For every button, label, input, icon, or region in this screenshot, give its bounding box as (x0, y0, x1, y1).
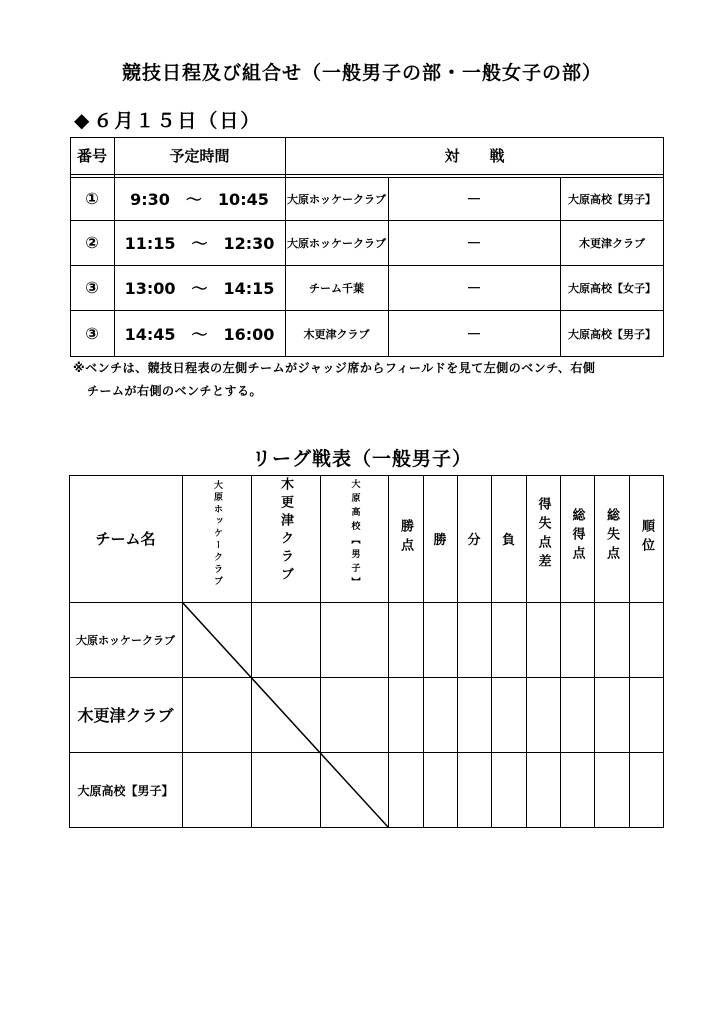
note-line-2: チームが右側のベンチとする。 (87, 384, 263, 398)
row-right-team: 大原高校【男子】 (568, 192, 656, 206)
row-number: ① (85, 189, 99, 208)
stat-header (388, 475, 423, 602)
header-match: 対 戦 (444, 147, 505, 165)
stat-label: 順位 (639, 519, 654, 557)
row-left-team: チーム千葉 (309, 281, 364, 295)
row-vs: － (466, 190, 482, 208)
stat-header (594, 475, 629, 602)
stat-header (423, 475, 457, 602)
col-team-header (182, 475, 251, 602)
stat-label: 勝 (433, 533, 447, 548)
stat-label: 分 (467, 533, 481, 548)
team-name-header: チーム名 (95, 530, 156, 548)
row-team-name: 大原ホッケークラブ (76, 633, 175, 647)
row-vs: － (466, 325, 482, 343)
stat-label: 総失点 (604, 508, 619, 565)
row-team-name: 木更津クラブ (77, 706, 174, 725)
header-time: 予定時間 (169, 147, 230, 165)
row-vs: － (466, 279, 482, 297)
col-team-label: 大原高校【男子】 (349, 479, 360, 591)
row-team-name: 大原高校【男子】 (77, 783, 174, 798)
row-vs: － (466, 234, 482, 252)
table-divider (70, 174, 664, 175)
stat-header (560, 475, 594, 602)
diagonal-line (182, 602, 389, 828)
row-left-team: 大原ホッケークラブ (287, 236, 386, 250)
date-label: ６月１５日（日） (93, 110, 262, 132)
row-right-team: 木更津クラブ (579, 236, 645, 250)
page-title: 競技日程及び組合せ（一般男子の部・一般女子の部） (121, 62, 602, 84)
col-team-label: 大原ホッケークラブ (212, 480, 222, 588)
stat-header (457, 475, 491, 602)
row-right-team: 大原高校【男子】 (568, 327, 656, 341)
stat-label: 勝点 (398, 519, 413, 557)
row-time: 13:00 ～ 14:15 (124, 279, 275, 298)
row-time: 9:30 ～ 10:45 (130, 190, 269, 209)
diamond-icon: ◆ (74, 108, 92, 132)
row-number: ② (85, 233, 99, 252)
header-number: 番号 (76, 147, 107, 165)
row-number: ③ (85, 278, 99, 297)
row-left-team: 木更津クラブ (303, 327, 370, 341)
league-title: リーグ戦表（一般男子） (251, 448, 472, 470)
stat-header (491, 475, 526, 602)
date-heading (74, 106, 261, 133)
col-team-label: 木更津クラブ (278, 477, 293, 585)
col-team-header (251, 475, 320, 602)
row-right-team: 大原高校【女子】 (568, 281, 656, 295)
row-time: 14:45 ～ 16:00 (124, 325, 275, 344)
stat-label: 総得点 (569, 508, 585, 565)
note-line-1: ※ベンチは、競技日程表の左側チームがジャッジ席からフィールドを見て左側のベンチ、右側 (73, 361, 596, 375)
row-time: 11:15 ～ 12:30 (124, 234, 275, 253)
col-team-header (320, 475, 388, 602)
stat-label: 得失点差 (535, 497, 551, 573)
row-number: ③ (85, 324, 99, 343)
stat-header (629, 475, 664, 602)
stat-header (526, 475, 560, 602)
row-left-team: 大原ホッケークラブ (287, 192, 386, 206)
stat-label: 負 (501, 533, 515, 548)
